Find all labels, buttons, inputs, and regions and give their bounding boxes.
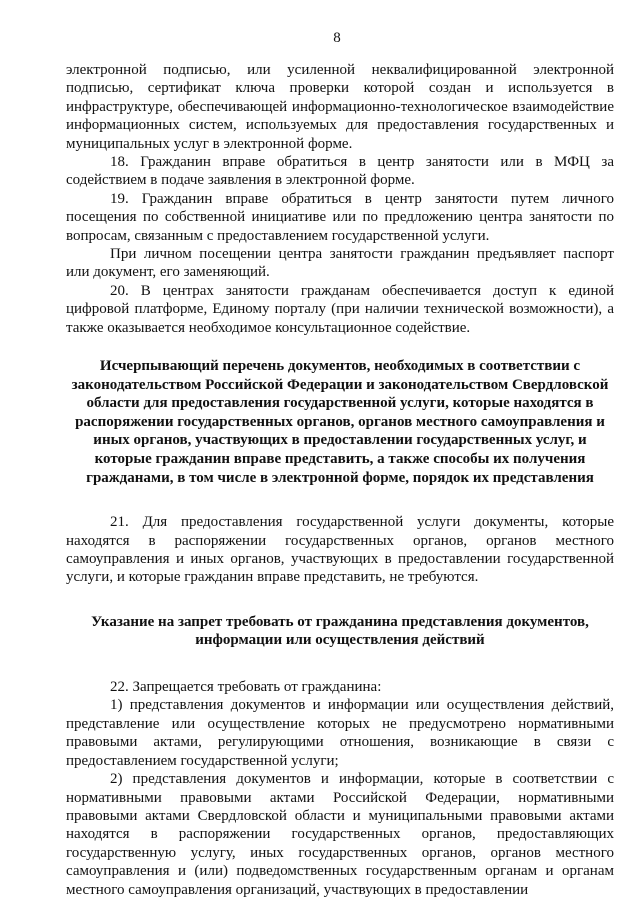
- page-number: 8: [333, 30, 341, 46]
- paragraph-20: 20. В центрах занятости гражданам обеспечивается доступ к единой цифровой платформе, Единому порталу (при наличии технической возможности), а также оказывается необходимое консультационное содействие.: [66, 282, 614, 336]
- paragraph-18: 18. Гражданин вправе обратиться в центр занятости или в МФЦ за содействием в подаче заявления в электронной форме.: [66, 154, 614, 189]
- paragraph-19: 19. Гражданин вправе обратиться в центр занятости путем личного посещения по собственной инициативе или по предложению центра занятости по вопросам, связанным с предоставлением государственной услуги.: [66, 190, 614, 244]
- section-heading-documents: Исчерпывающий перечень документов, необходимых в соответствии с законодательством Российской Федерации и законодательством Свердловской области для предоставления государственной услуги, которые находятся в распоряжении государственных органов, органов местного самоуправления и иных органов, участвующих в предоставлении государственных услуг, и которые гражданин вправе представить, а также способы их получения гражданами, в том числе в электронной форме, порядок их представления: [71, 358, 609, 486]
- paragraph-22-item-2: 2) представления документов и информации, которые в соответствии с нормативными правовыми актами Российской Федерации, нормативными правовыми актами Свердловской области и муниципальными правовыми актами находятся в распоряжении государственных органов, предоставляющих государственную услугу, иных государственных органов, органов местного самоуправления и (или) подведомственных государственным органам и органам местного самоуправления организаций, участвующих в предоставлении: [66, 771, 614, 898]
- paragraph-22-item-1: 1) представления документов и информации или осуществления действий, представление или осуществление которых не предусмотрено нормативными правовыми актами, регулирующими отношения, возникающие в связи с предоставлением государственной услуги;: [66, 697, 614, 769]
- paragraph-21: 21. Для предоставления государственной услуги документы, которые находятся в распоряжении государственных органов, органов местного самоуправления и иных органов, участвующих в предоставлении государственной услуги, и которые гражданин вправе представить, не требуются.: [66, 514, 614, 586]
- paragraph-19-personal-visit: При личном посещении центра занятости гражданин предъявляет паспорт или документ, его заменяющий.: [66, 246, 614, 281]
- paragraph-22: 22. Запрещается требовать от гражданина:: [110, 679, 382, 696]
- section-heading-prohibition: Указание на запрет требовать от гражданина представления документов, информации или осуществления действий: [91, 613, 589, 649]
- paragraph-continuation: электронной подписью, или усиленной неквалифицированной электронной подписью, сертификат ключа проверки которой создан и используется в инфраструктуре, обеспечивающей информационно-технологическое взаимодействие информационных систем, используемых для предоставления государственных и муниципальных услуг в электронной форме.: [66, 62, 614, 152]
